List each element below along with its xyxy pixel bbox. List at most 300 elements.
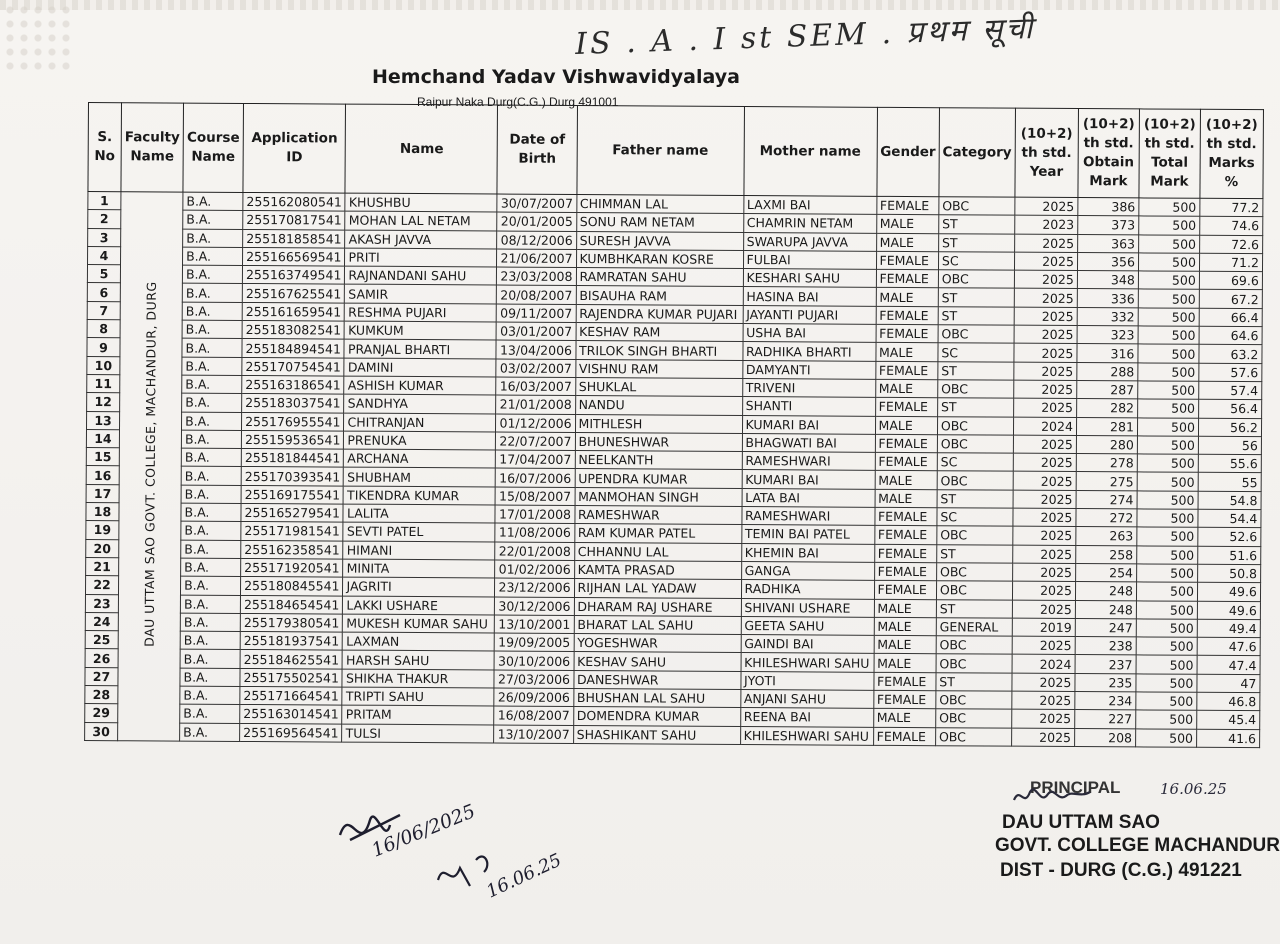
- cell-application-id: 255169564541: [240, 723, 343, 742]
- cell-sno: 23: [85, 594, 118, 612]
- cell-gender: MALE: [876, 233, 938, 252]
- cell-category: OBC: [936, 691, 1012, 710]
- cell-category: ST: [938, 233, 1014, 252]
- cell-course: B.A.: [180, 613, 240, 632]
- cell-course: B.A.: [182, 357, 242, 376]
- cell-dob: 20/01/2005: [497, 212, 576, 231]
- cell-sno: 5: [87, 265, 120, 283]
- cell-sno: 27: [85, 667, 118, 685]
- lace-corner: [0, 0, 70, 70]
- cell-sno: 26: [85, 649, 118, 667]
- cell-mother: LAXMI BAI: [743, 196, 876, 215]
- cell-application-id: 255184654541: [240, 595, 343, 614]
- cell-course: B.A.: [182, 375, 242, 394]
- cell-percent: 47.6: [1197, 637, 1260, 656]
- cell-dob: 19/09/2005: [495, 633, 574, 652]
- cell-father: BHARAT LAL SAHU: [574, 615, 741, 634]
- cell-percent: 71.2: [1199, 253, 1262, 272]
- cell-mother: JYOTI: [740, 671, 873, 690]
- cell-dob: 17/04/2007: [496, 450, 575, 469]
- cell-father: KAMTA PRASAD: [574, 560, 741, 579]
- col-course: Course Name: [183, 103, 244, 192]
- col-obtain: (10+2) th std. Obtain Mark: [1078, 109, 1140, 198]
- cell-mother: RAMESHWARI: [742, 452, 875, 471]
- cell-application-id: 255171981541: [241, 522, 344, 541]
- cell-total: 500: [1138, 235, 1199, 254]
- cell-obtain: 356: [1077, 252, 1138, 271]
- cell-name: ARCHANA: [344, 449, 496, 468]
- cell-mother: KHILESHWARI SAHU: [740, 726, 873, 745]
- cell-name: KUMKUM: [345, 321, 497, 340]
- cell-mother: USHA BAI: [743, 324, 876, 343]
- cell-mother: GANGA: [741, 561, 874, 580]
- cell-year: 2025: [1013, 472, 1076, 491]
- cell-application-id: 255180845541: [241, 577, 344, 596]
- cell-percent: 41.6: [1196, 729, 1259, 748]
- cell-year: 2025: [1014, 289, 1077, 308]
- cell-mother: JAYANTI PUJARI: [743, 305, 876, 324]
- cell-course: B.A.: [181, 521, 241, 540]
- cell-sno: 15: [86, 448, 119, 466]
- cell-total: 500: [1137, 491, 1198, 510]
- cell-course: B.A.: [181, 467, 241, 486]
- cell-mother: BHAGWATI BAI: [742, 433, 875, 452]
- cell-course: B.A.: [183, 210, 243, 229]
- cell-gender: MALE: [874, 654, 936, 673]
- cell-total: 500: [1139, 216, 1200, 235]
- cell-percent: 55.6: [1198, 454, 1261, 473]
- cell-course: B.A.: [180, 649, 240, 668]
- cell-course: B.A.: [181, 576, 241, 595]
- col-father: Father name: [576, 105, 744, 195]
- cell-gender: FEMALE: [876, 306, 938, 325]
- cell-dob: 15/08/2007: [496, 487, 575, 506]
- cell-total: 500: [1136, 674, 1197, 693]
- cell-dob: 08/12/2006: [497, 231, 576, 250]
- col-percent: (10+2) th std. Marks %: [1200, 109, 1264, 198]
- cell-application-id: 255179380541: [240, 613, 343, 632]
- cell-category: ST: [939, 215, 1015, 234]
- cell-sno: 18: [86, 503, 119, 521]
- cell-gender: MALE: [876, 288, 938, 307]
- cell-name: AKASH JAVVA: [345, 230, 497, 249]
- cell-application-id: 255169175541: [241, 485, 344, 504]
- cell-obtain: 278: [1076, 454, 1137, 473]
- cell-gender: FEMALE: [874, 562, 936, 581]
- cell-application-id: 255181844541: [241, 449, 344, 468]
- cell-course: B.A.: [183, 229, 243, 248]
- cell-name: PRITAM: [342, 705, 494, 724]
- cell-total: 500: [1136, 582, 1197, 601]
- cell-gender: FEMALE: [875, 361, 937, 380]
- cell-mother: GEETA SAHU: [741, 616, 874, 635]
- cell-sno: 22: [85, 576, 118, 594]
- cell-obtain: 332: [1077, 307, 1138, 326]
- cell-name: LALITA: [343, 504, 495, 523]
- cell-name: SHUBHAM: [344, 468, 496, 487]
- handwritten-date-1: 16/06/2025: [368, 800, 479, 862]
- cell-gender: MALE: [874, 599, 936, 618]
- cell-category: ST: [936, 599, 1012, 618]
- cell-father: BISAUHA RAM: [576, 286, 743, 305]
- cell-obtain: 280: [1076, 435, 1137, 454]
- cell-gender: FEMALE: [873, 727, 935, 746]
- cell-gender: FEMALE: [876, 251, 938, 270]
- cell-course: B.A.: [182, 284, 242, 303]
- cell-mother: CHAMRIN NETAM: [743, 214, 876, 233]
- cell-course: B.A.: [180, 686, 240, 705]
- cell-sno: 21: [86, 557, 119, 575]
- cell-percent: 46.8: [1197, 692, 1260, 711]
- col-sno: S. No: [88, 103, 122, 192]
- cell-obtain: 234: [1075, 692, 1136, 711]
- cell-faculty-name: [118, 192, 183, 741]
- cell-sno: 7: [87, 301, 120, 319]
- cell-application-id: 255170817541: [243, 211, 346, 230]
- cell-obtain: 247: [1075, 618, 1136, 637]
- cell-total: 500: [1136, 637, 1197, 656]
- cell-application-id: 255181937541: [240, 632, 343, 651]
- cell-year: 2023: [1015, 215, 1078, 234]
- cell-percent: 49.6: [1197, 583, 1260, 602]
- cell-year: 2024: [1013, 417, 1076, 436]
- cell-category: OBC: [936, 654, 1012, 673]
- cell-percent: 49.4: [1197, 619, 1260, 638]
- cell-father: DHARAM RAJ USHARE: [574, 597, 741, 616]
- cell-obtain: 316: [1077, 344, 1138, 363]
- cell-gender: MALE: [876, 215, 938, 234]
- cell-sno: 16: [86, 466, 119, 484]
- cell-father: DANESHWAR: [573, 670, 740, 689]
- cell-year: 2025: [1012, 581, 1075, 600]
- cell-application-id: 255163014541: [240, 705, 343, 724]
- cell-mother: KHEMIN BAI: [741, 543, 874, 562]
- cell-application-id: 255163186541: [242, 375, 345, 394]
- cell-mother: RADHIKA BHARTI: [742, 342, 875, 361]
- cell-mother: KUMARI BAI: [742, 415, 875, 434]
- cell-course: B.A.: [181, 558, 241, 577]
- cell-mother: FULBAI: [743, 250, 876, 269]
- cell-mother: ANJANI SAHU: [740, 690, 873, 709]
- cell-year: 2024: [1012, 655, 1075, 674]
- cell-mother: TEMIN BAI PATEL: [741, 525, 874, 544]
- cell-dob: 11/08/2006: [495, 523, 574, 542]
- cell-father: MANMOHAN SINGH: [575, 487, 742, 506]
- cell-father: RAM KUMAR PATEL: [574, 524, 741, 543]
- cell-mother: KUMARI BAI: [742, 470, 875, 489]
- col-category: Category: [939, 108, 1016, 197]
- cell-year: 2025: [1011, 728, 1074, 747]
- cell-mother: LATA BAI: [742, 488, 875, 507]
- cell-mother: DAMYANTI: [742, 360, 875, 379]
- cell-percent: 66.4: [1199, 308, 1262, 327]
- cell-name: TULSI: [342, 724, 494, 743]
- cell-obtain: 248: [1075, 582, 1136, 601]
- cell-dob: 13/10/2001: [495, 615, 574, 634]
- cell-obtain: 348: [1077, 271, 1138, 290]
- cell-dob: 22/07/2007: [496, 432, 575, 451]
- cell-sno: 19: [86, 521, 119, 539]
- cell-course: B.A.: [182, 393, 242, 412]
- cell-sno: 4: [88, 246, 121, 264]
- cell-application-id: 255184894541: [242, 339, 345, 358]
- cell-gender: FEMALE: [873, 690, 935, 709]
- cell-obtain: 274: [1076, 490, 1137, 509]
- cell-father: RAMRATAN SAHU: [576, 268, 743, 287]
- cell-name: RAJNANDANI SAHU: [345, 266, 497, 285]
- cell-obtain: 281: [1076, 417, 1137, 436]
- cell-name: MINITA: [343, 559, 495, 578]
- cell-sno: 28: [85, 686, 118, 704]
- cell-name: CHITRANJAN: [344, 413, 496, 432]
- cell-category: SC: [938, 343, 1014, 362]
- cell-obtain: 254: [1075, 563, 1136, 582]
- cell-percent: 47.4: [1197, 656, 1260, 675]
- cell-name: LAKKI USHARE: [343, 596, 495, 615]
- cell-category: OBC: [937, 435, 1013, 454]
- cell-percent: 50.8: [1197, 564, 1260, 583]
- cell-dob: 23/03/2008: [497, 267, 576, 286]
- cell-sno: 11: [87, 374, 120, 392]
- cell-category: OBC: [937, 416, 1013, 435]
- cell-dob: 03/02/2007: [496, 359, 575, 378]
- cell-father: CHIMMAN LAL: [576, 194, 743, 213]
- cell-dob: 16/03/2007: [496, 377, 575, 396]
- cell-dob: 09/11/2007: [497, 304, 576, 323]
- cell-year: 2025: [1012, 563, 1075, 582]
- cell-application-id: 255162080541: [243, 192, 346, 211]
- cell-application-id: 255171664541: [240, 686, 343, 705]
- cell-father: KUMBHKARAN KOSRE: [576, 249, 743, 268]
- cell-total: 500: [1137, 527, 1198, 546]
- cell-category: OBC: [938, 380, 1014, 399]
- cell-category: OBC: [936, 563, 1012, 582]
- cell-year: 2025: [1014, 252, 1077, 271]
- cell-mother: SWARUPA JAVVA: [743, 232, 876, 251]
- cell-percent: 56.2: [1198, 418, 1261, 437]
- cell-obtain: 258: [1076, 545, 1137, 564]
- cell-mother: SHANTI: [742, 397, 875, 416]
- cell-percent: 67.2: [1199, 290, 1262, 309]
- cell-category: ST: [937, 544, 1013, 563]
- col-application-id: Application ID: [243, 103, 346, 193]
- cell-name: SAMIR: [345, 285, 497, 304]
- cell-application-id: 255170393541: [241, 467, 344, 486]
- cell-father: VISHNU RAM: [575, 359, 742, 378]
- cell-percent: 47: [1197, 674, 1260, 693]
- cell-year: 2025: [1014, 270, 1077, 289]
- cell-name: DAMINI: [344, 358, 496, 377]
- cell-year: 2025: [1014, 234, 1077, 253]
- cell-name: KHUSHBU: [345, 193, 497, 212]
- cell-year: 2025: [1015, 197, 1078, 216]
- cell-year: 2025: [1013, 527, 1076, 546]
- cell-obtain: 238: [1075, 637, 1136, 656]
- cell-dob: 26/09/2006: [494, 688, 573, 707]
- cell-course: B.A.: [183, 192, 243, 211]
- cell-year: 2025: [1014, 325, 1077, 344]
- cell-gender: MALE: [875, 471, 937, 490]
- cell-gender: FEMALE: [874, 507, 936, 526]
- cell-father: DOMENDRA KUMAR: [573, 707, 740, 726]
- cell-percent: 54.8: [1198, 491, 1261, 510]
- cell-name: HARSH SAHU: [343, 650, 495, 669]
- cell-total: 500: [1136, 619, 1197, 638]
- cell-total: 500: [1138, 253, 1199, 272]
- cell-year: 2025: [1012, 709, 1075, 728]
- cell-mother: GAINDI BAI: [741, 635, 874, 654]
- cell-category: SC: [937, 453, 1013, 472]
- col-gender: Gender: [876, 107, 939, 196]
- cell-year: 2025: [1013, 453, 1076, 472]
- cell-percent: 56: [1198, 436, 1261, 455]
- cell-year: 2025: [1012, 636, 1075, 655]
- cell-application-id: 255166569541: [243, 247, 346, 266]
- cell-category: GENERAL: [936, 618, 1012, 637]
- cell-father: KESHAV RAM: [576, 323, 743, 342]
- cell-category: ST: [936, 672, 1012, 691]
- cell-mother: REENA BAI: [740, 708, 873, 727]
- cell-percent: 72.6: [1199, 235, 1262, 254]
- cell-gender: FEMALE: [873, 672, 935, 691]
- cell-category: OBC: [937, 471, 1013, 490]
- cell-category: SC: [938, 252, 1014, 271]
- cell-dob: 01/12/2006: [496, 414, 575, 433]
- cell-gender: FEMALE: [875, 452, 937, 471]
- cell-name: RESHMA PUJARI: [345, 303, 497, 322]
- stamp-principal: PRINCIPAL: [1030, 778, 1121, 797]
- lace-border: [0, 0, 1280, 10]
- cell-course: B.A.: [180, 704, 240, 723]
- cell-dob: 20/08/2007: [497, 285, 576, 304]
- cell-dob: 13/04/2006: [496, 340, 575, 359]
- cell-total: 500: [1137, 472, 1198, 491]
- cell-percent: 51.6: [1198, 546, 1261, 565]
- cell-mother: SHIVANI USHARE: [741, 598, 874, 617]
- cell-sno: 13: [87, 411, 120, 429]
- cell-application-id: 255170754541: [242, 357, 345, 376]
- cell-sno: 30: [85, 722, 118, 740]
- cell-obtain: 288: [1077, 362, 1138, 381]
- cell-obtain: 237: [1075, 655, 1136, 674]
- cell-obtain: 272: [1076, 509, 1137, 528]
- cell-total: 500: [1137, 546, 1198, 565]
- cell-father: NEELKANTH: [575, 451, 742, 470]
- cell-application-id: 255181858541: [243, 229, 346, 248]
- cell-father: SURESH JAVVA: [576, 231, 743, 250]
- cell-sno: 24: [85, 612, 118, 630]
- cell-name: MOHAN LAL NETAM: [345, 211, 497, 230]
- cell-category: OBC: [936, 636, 1012, 655]
- cell-name: PRITI: [345, 248, 497, 267]
- col-year: (10+2) th std. Year: [1015, 108, 1079, 197]
- cell-year: 2025: [1012, 691, 1075, 710]
- cell-sno: 2: [88, 210, 121, 228]
- cell-course: B.A.: [181, 540, 241, 559]
- cell-mother: HASINA BAI: [743, 287, 876, 306]
- cell-father: MITHLESH: [575, 414, 742, 433]
- cell-total: 500: [1136, 692, 1197, 711]
- cell-gender: FEMALE: [874, 544, 936, 563]
- cell-dob: 17/01/2008: [495, 505, 574, 524]
- cell-course: B.A.: [180, 631, 240, 650]
- cell-percent: 55: [1198, 473, 1261, 492]
- cell-year: 2025: [1013, 435, 1076, 454]
- cell-dob: 03/01/2007: [497, 322, 576, 341]
- table-header-row: [88, 103, 1263, 199]
- cell-total: 500: [1136, 710, 1197, 729]
- cell-name: SHIKHA THAKUR: [342, 669, 494, 688]
- cell-total: 500: [1136, 655, 1197, 674]
- cell-year: 2025: [1013, 545, 1076, 564]
- cell-application-id: 255161659541: [242, 302, 345, 321]
- cell-category: ST: [938, 306, 1014, 325]
- cell-category: ST: [938, 361, 1014, 380]
- cell-sno: 20: [86, 539, 119, 557]
- cell-percent: 64.6: [1199, 326, 1262, 345]
- cell-percent: 74.6: [1200, 217, 1263, 236]
- cell-percent: 57.4: [1199, 381, 1262, 400]
- cell-name: TRIPTI SAHU: [342, 687, 494, 706]
- cell-gender: FEMALE: [875, 398, 937, 417]
- cell-sno: 8: [87, 320, 120, 338]
- cell-name: TIKENDRA KUMAR: [344, 486, 496, 505]
- col-dob: Date of Birth: [497, 105, 577, 194]
- handwritten-date-2: 16.06.25: [483, 849, 565, 903]
- cell-course: B.A.: [181, 503, 241, 522]
- cell-percent: 57.6: [1199, 363, 1262, 382]
- cell-percent: 63.2: [1199, 345, 1262, 364]
- cell-gender: MALE: [875, 379, 937, 398]
- cell-father: TRILOK SINGH BHARTI: [575, 341, 742, 360]
- cell-total: 500: [1138, 271, 1199, 290]
- cell-mother: RADHIKA: [741, 580, 874, 599]
- cell-dob: 27/03/2006: [494, 670, 573, 689]
- cell-sno: 3: [88, 228, 121, 246]
- cell-course: B.A.: [181, 448, 241, 467]
- cell-application-id: 255184625541: [240, 650, 343, 669]
- cell-gender: MALE: [875, 343, 937, 362]
- cell-name: ASHISH KUMAR: [344, 376, 496, 395]
- col-faculty: Faculty Name: [121, 103, 184, 192]
- cell-application-id: 255183037541: [242, 394, 345, 413]
- cell-course: B.A.: [180, 595, 240, 614]
- cell-total: 500: [1137, 399, 1198, 418]
- cell-category: OBC: [935, 727, 1011, 746]
- cell-category: OBC: [938, 270, 1014, 289]
- cell-category: OBC: [936, 581, 1012, 600]
- cell-percent: 52.6: [1198, 528, 1261, 547]
- cell-father: RAMESHWAR: [574, 506, 741, 525]
- cell-category: OBC: [937, 526, 1013, 545]
- cell-father: YOGESHWAR: [574, 634, 741, 653]
- stamp-district: DIST - DURG (C.G.) 491221: [1000, 860, 1242, 881]
- cell-gender: MALE: [873, 709, 935, 728]
- cell-sno: 25: [85, 631, 118, 649]
- cell-course: B.A.: [182, 302, 242, 321]
- cell-name: HIMANI: [343, 541, 495, 560]
- cell-mother: RAMESHWARI: [741, 507, 874, 526]
- cell-gender: FEMALE: [875, 434, 937, 453]
- cell-application-id: 255159536541: [241, 430, 344, 449]
- cell-course: B.A.: [182, 320, 242, 339]
- cell-course: B.A.: [181, 430, 241, 449]
- cell-obtain: 275: [1076, 472, 1137, 491]
- handwritten-title: IS . A . I st SEM . प्रथम सूची: [574, 10, 1036, 63]
- col-name: Name: [345, 104, 498, 194]
- cell-obtain: 263: [1076, 527, 1137, 546]
- cell-course: B.A.: [182, 338, 242, 357]
